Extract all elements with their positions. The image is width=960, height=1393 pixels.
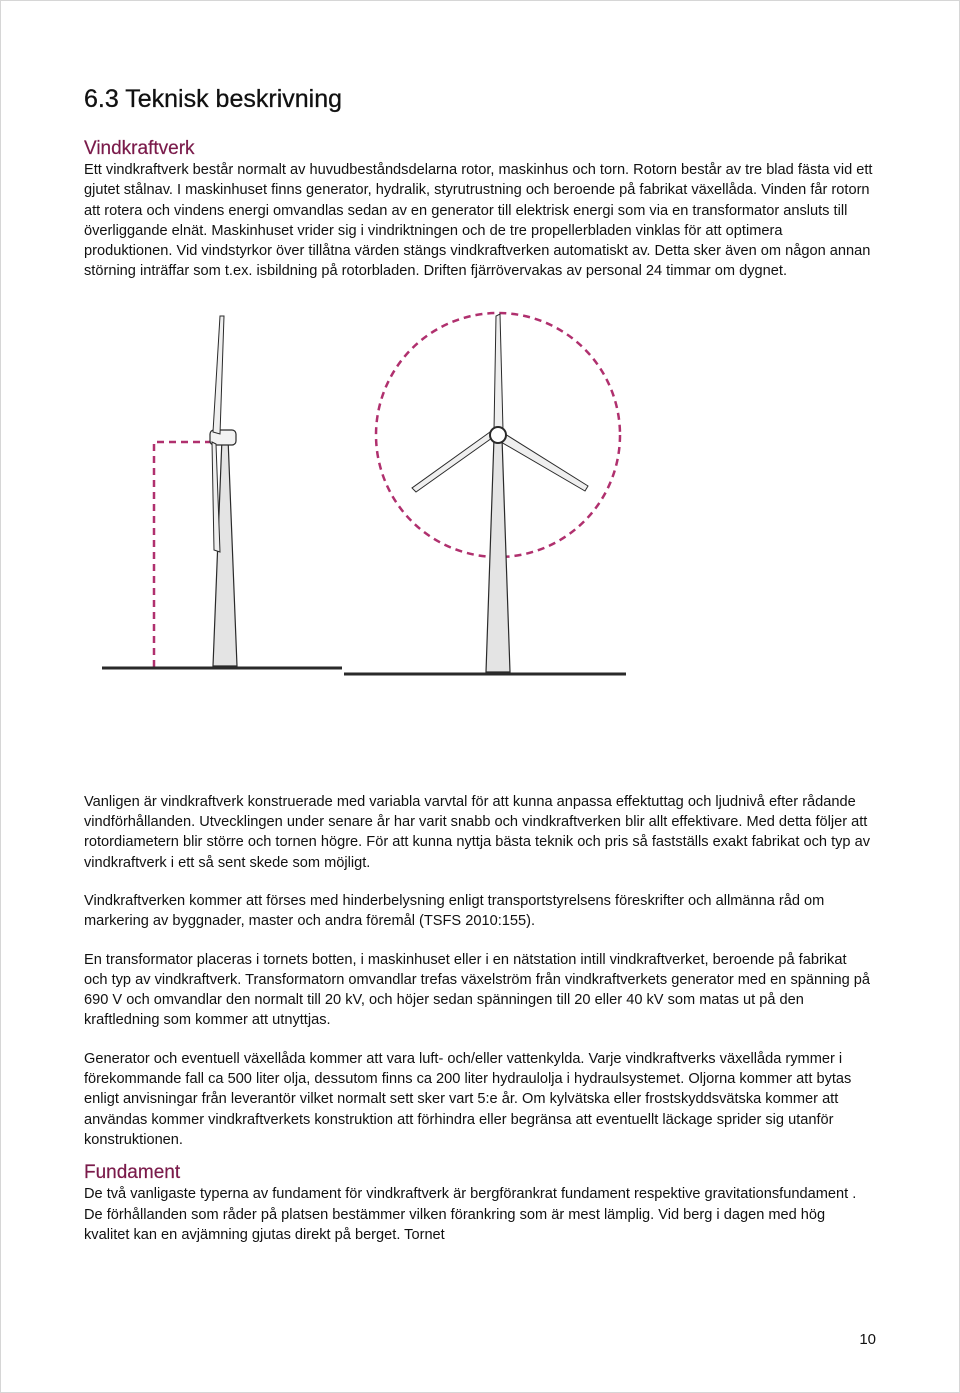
paragraph-vindkraftverk-5: Generator och eventuell växellåda kommer att vara luft- och/eller vattenkylda. Varje vindkraftverks växellåda rymmer i förekommande fall ca 500 liter olja, dessutom finns ca 200 liter hydraulolja i hydraulsystemet. Oljorna kommer att bytas enligt anvisningar från leverantör vilket normalt sett sker vart 5:e år. Om kylvätska eller frostskyddsvätska kommer att användas kommer vindkraftverkets konstruktion att förhindra eller begränsa att eventuellt läckage sprider sig utanför konstruktionen. (84, 1050, 852, 1148)
wind-turbine-illustration (0, 302, 960, 792)
side-view-turbine (102, 316, 342, 668)
heading-vindkraftverk: Vindkraftverk (84, 138, 195, 159)
front-blade-right (501, 434, 588, 491)
side-blade-down (212, 442, 220, 552)
paragraph-vindkraftverk-3: Vindkraftverken kommer att förses med hinderbelysning enligt transportstyrelsens föreskrifter och allmänna råd om markering av byggnader, master och andra föremål (TSFS 2010:155). (84, 892, 825, 930)
paragraph-fundament-1: De två vanligaste typerna av fundament för vindkraftverk är bergförankrat fundament respektive gravitationsfundament . De förhållanden som råder på platsen bestämmer vilken förankring som är mest lämplig. Vid berg i dagen med hög kvalitet kan en avjämning gjutas direkt på berget. Tornet (84, 1186, 857, 1243)
front-blade-up (494, 314, 503, 430)
paragraph-vindkraftverk-1: Ett vindkraftverk består normalt av huvudbeståndsdelarna rotor, maskinhus och torn. Rotorn består av tre blad fästa vid ett gjutet stålnav. I maskinhuset finns generator, hydralik, styrutrustning och beroende på fabrikat växellåda. Vinden får rotorn att rotera och vindens energi omvandlas sedan av en generator till elektrisk energi som via en transformator ansluts till överliggande elnät. Maskinhuset vrider sig i vindriktningen och de tre propellerbladen vinklas för att optimera produktionen. Vid vindstyrkor över tillåtna värden stängs vindkraftverken automatiskt av. Detta sker även om någon annan störning inträffar som t.ex. isbildning på rotorbladen. Driften fjärrövervakas av personal 24 timmar om dygnet. (84, 162, 873, 280)
side-blade-up (213, 316, 224, 434)
heading-fundament: Fundament (84, 1162, 181, 1184)
height-dashed-line (154, 442, 210, 667)
front-view-turbine (344, 313, 626, 674)
front-hub (490, 427, 506, 443)
section-title: 6.3 Teknisk beskrivning (84, 85, 343, 113)
page-content (84, 82, 874, 1245)
front-tower (486, 438, 510, 672)
wind-turbine-figure (0, 302, 960, 792)
paragraph-vindkraftverk-4: En transformator placeras i tornets botten, i maskinhuset eller i en nätstation intill vindkraftverket, beroende på fabrikat och typ av vindkraftverk. Transformatorn omvandlar trefas växelström från vindkraftverkets generator med en spänning på 690 V och omvandlar den normalt till 20 kV, och höjer sedan spänningen till 20 eller 40 kV som matas ut på den kraftledning som kommer att utnyttjas. (84, 951, 870, 1029)
page-number: 10 (859, 1331, 876, 1348)
paragraph-vindkraftverk-2: Vanligen är vindkraftverk konstruerade med variabla varvtal för att kunna anpassa effektuttag och ljudnivå efter rådande vindförhållanden. Utvecklingen under senare år har varit snabb och vindkraftverken blir allt effektivare. Med detta följer att rotordiametern blir större och tornen högre. För att kunna nyttja bästa teknik och pris så fastställs exakt fabrikat och typ av vindkraftverk i ett så sent skede som möjligt. (84, 793, 871, 871)
front-blade-left (412, 432, 492, 492)
